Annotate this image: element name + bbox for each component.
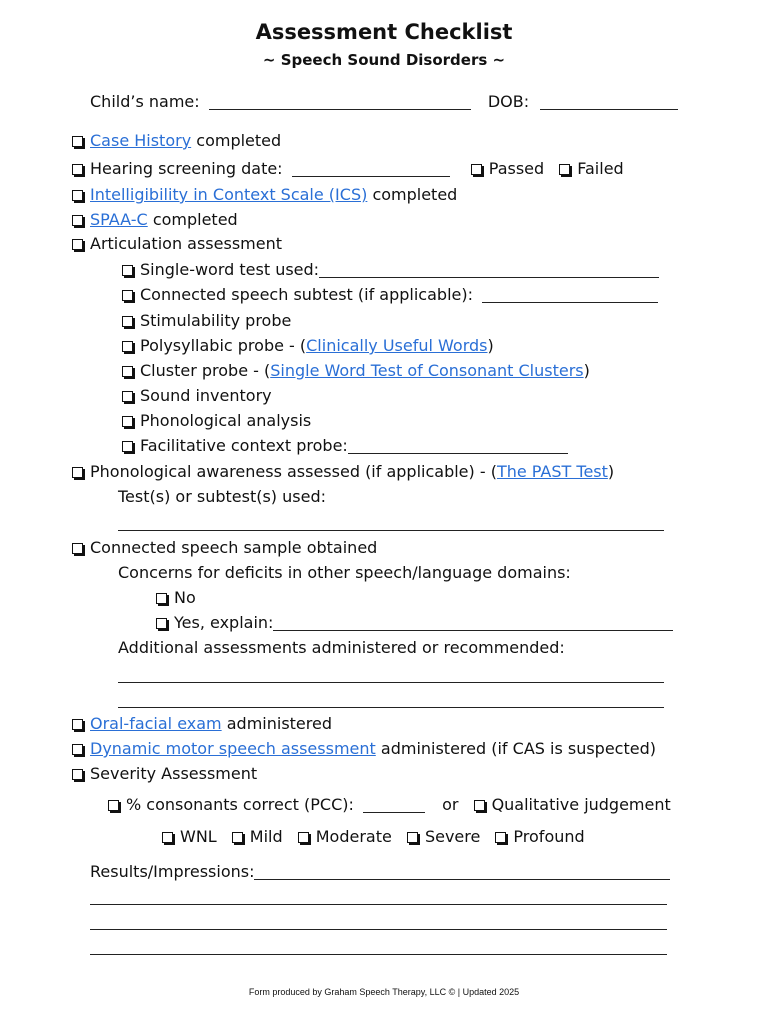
dob-label: DOB: — [487, 92, 530, 111]
single-word-row — [122, 262, 659, 278]
results-field-4[interactable] — [90, 954, 667, 955]
cluster-row — [122, 363, 590, 379]
page-subtitle: ~ Speech Sound Disorders ~ — [262, 51, 506, 69]
case-history-text: completed — [196, 131, 282, 150]
single-word-field[interactable] — [319, 263, 659, 278]
connected-subtest-field[interactable] — [482, 288, 658, 303]
or-label: or — [442, 795, 459, 814]
yes-explain-field[interactable] — [273, 616, 673, 631]
articulation-checkbox[interactable] — [72, 239, 83, 250]
mild-label: Mild — [249, 827, 283, 846]
sound-inventory-row — [122, 388, 272, 404]
dynamic-motor-link[interactable]: Dynamic motor speech assessment — [90, 739, 376, 758]
severe-label: Severe — [424, 827, 481, 846]
additional-label: Additional assessments administered or recommended: — [118, 638, 565, 657]
severity-row — [72, 766, 257, 782]
facilitative-field[interactable] — [348, 439, 568, 454]
no-row — [156, 590, 196, 606]
polysyllabic-close: ) — [487, 336, 494, 355]
sound-inventory-checkbox[interactable] — [122, 391, 133, 402]
footer-credit: Form produced by Graham Speech Therapy, LLC © | Updated 2025 — [248, 987, 520, 997]
facilitative-checkbox[interactable] — [122, 441, 133, 452]
ics-text: completed — [372, 185, 458, 204]
polysyllabic-checkbox[interactable] — [122, 341, 133, 352]
qualitative-checkbox[interactable] — [474, 800, 485, 811]
pcc-row — [108, 797, 671, 813]
results-row — [90, 864, 670, 880]
stimulability-row — [122, 313, 291, 329]
ics-link[interactable]: Intelligibility in Context Scale (ICS) — [90, 185, 368, 204]
articulation-row — [72, 236, 282, 252]
wnl-checkbox[interactable] — [162, 832, 173, 843]
case-history-link[interactable]: Case History — [90, 131, 192, 150]
no-checkbox[interactable] — [156, 593, 167, 604]
childs-name-field[interactable] — [209, 95, 471, 110]
concerns-label: Concerns for deficits in other speech/language domains: — [118, 563, 571, 582]
spaac-text: completed — [152, 210, 238, 229]
hearing-checkbox[interactable] — [72, 164, 83, 175]
profound-checkbox[interactable] — [495, 832, 506, 843]
cluster-close: ) — [583, 361, 590, 380]
qualitative-label: Qualitative judgement — [491, 795, 671, 814]
childs-name-label: Child’s name: — [90, 92, 200, 111]
connected-subtest-row — [122, 287, 658, 303]
cluster-label: Cluster probe - ( — [140, 361, 271, 380]
pcc-field[interactable] — [363, 798, 425, 813]
consonant-clusters-link[interactable]: Single Word Test of Consonant Clusters — [270, 361, 584, 380]
dynamic-row — [72, 741, 656, 757]
mild-checkbox[interactable] — [232, 832, 243, 843]
severity-checkbox[interactable] — [72, 769, 83, 780]
ics-row — [72, 187, 457, 203]
hearing-date-field[interactable] — [292, 162, 450, 177]
results-label: Results/Impressions: — [90, 862, 255, 881]
phon-awareness-label: Phonological awareness assessed (if applicable) - ( — [90, 462, 497, 481]
single-word-checkbox[interactable] — [122, 265, 133, 276]
stimulability-label: Stimulability probe — [140, 311, 292, 330]
clinically-useful-words-link[interactable]: Clinically Useful Words — [306, 336, 488, 355]
case-history-checkbox[interactable] — [72, 136, 83, 147]
results-field-3[interactable] — [90, 929, 667, 930]
connected-sample-row — [72, 540, 377, 556]
connected-subtest-checkbox[interactable] — [122, 290, 133, 301]
ics-checkbox[interactable] — [72, 190, 83, 201]
results-field-1[interactable] — [254, 865, 670, 880]
phonological-analysis-row — [122, 413, 311, 429]
single-word-label: Single-word test used: — [140, 260, 320, 279]
passed-label: Passed — [488, 159, 545, 178]
oral-facial-checkbox[interactable] — [72, 719, 83, 730]
oral-facial-row — [72, 716, 332, 732]
failed-checkbox[interactable] — [559, 164, 570, 175]
additional-field-1[interactable] — [118, 682, 664, 683]
hearing-row — [72, 161, 624, 177]
yes-row — [156, 615, 673, 631]
dob-field[interactable] — [540, 95, 678, 110]
polysyllabic-label: Polysyllabic probe - ( — [140, 336, 307, 355]
polysyllabic-row — [122, 338, 494, 354]
spaac-row — [72, 212, 238, 228]
case-history-row — [72, 133, 281, 149]
results-field-2[interactable] — [90, 904, 667, 905]
spaac-checkbox[interactable] — [72, 215, 83, 226]
childs-name-row — [90, 94, 678, 110]
no-label: No — [174, 588, 196, 607]
yes-label: Yes, explain: — [174, 613, 274, 632]
spaac-link[interactable]: SPAA-C — [90, 210, 148, 229]
tests-used-field[interactable] — [118, 530, 664, 531]
dynamic-checkbox[interactable] — [72, 744, 83, 755]
moderate-label: Moderate — [315, 827, 392, 846]
phonological-analysis-label: Phonological analysis — [140, 411, 312, 430]
phonological-analysis-checkbox[interactable] — [122, 416, 133, 427]
wnl-label: WNL — [180, 827, 217, 846]
page-title: Assessment Checklist — [255, 20, 513, 44]
past-test-link[interactable]: The PAST Test — [496, 462, 608, 481]
phon-awareness-row — [72, 464, 614, 480]
facilitative-label: Facilitative context probe: — [140, 436, 348, 455]
cluster-checkbox[interactable] — [122, 366, 133, 377]
tests-used-label: Test(s) or subtest(s) used: — [118, 487, 326, 506]
passed-checkbox[interactable] — [471, 164, 482, 175]
hearing-label: Hearing screening date: — [90, 159, 283, 178]
additional-field-2[interactable] — [118, 707, 664, 708]
profound-label: Profound — [513, 827, 585, 846]
phon-awareness-checkbox[interactable] — [72, 467, 83, 478]
failed-label: Failed — [577, 159, 624, 178]
moderate-checkbox[interactable] — [298, 832, 309, 843]
connected-sample-label: Connected speech sample obtained — [90, 538, 378, 557]
facilitative-row — [122, 438, 568, 454]
stimulability-checkbox[interactable] — [122, 316, 133, 327]
dynamic-text: administered (if CAS is suspected) — [380, 739, 656, 758]
sound-inventory-label: Sound inventory — [140, 386, 272, 405]
pcc-label: % consonants correct (PCC): — [126, 795, 354, 814]
severe-checkbox[interactable] — [407, 832, 418, 843]
yes-checkbox[interactable] — [156, 618, 167, 629]
severity-levels-row — [162, 829, 585, 845]
severity-label: Severity Assessment — [90, 764, 258, 783]
connected-subtest-label: Connected speech subtest (if applicable): — [140, 285, 473, 304]
connected-sample-checkbox[interactable] — [72, 543, 83, 554]
phon-awareness-close: ) — [607, 462, 615, 481]
pcc-checkbox[interactable] — [108, 800, 119, 811]
articulation-label: Articulation assessment — [90, 234, 282, 253]
oral-facial-text: administered — [226, 714, 332, 733]
oral-facial-link[interactable]: Oral-facial exam — [90, 714, 222, 733]
